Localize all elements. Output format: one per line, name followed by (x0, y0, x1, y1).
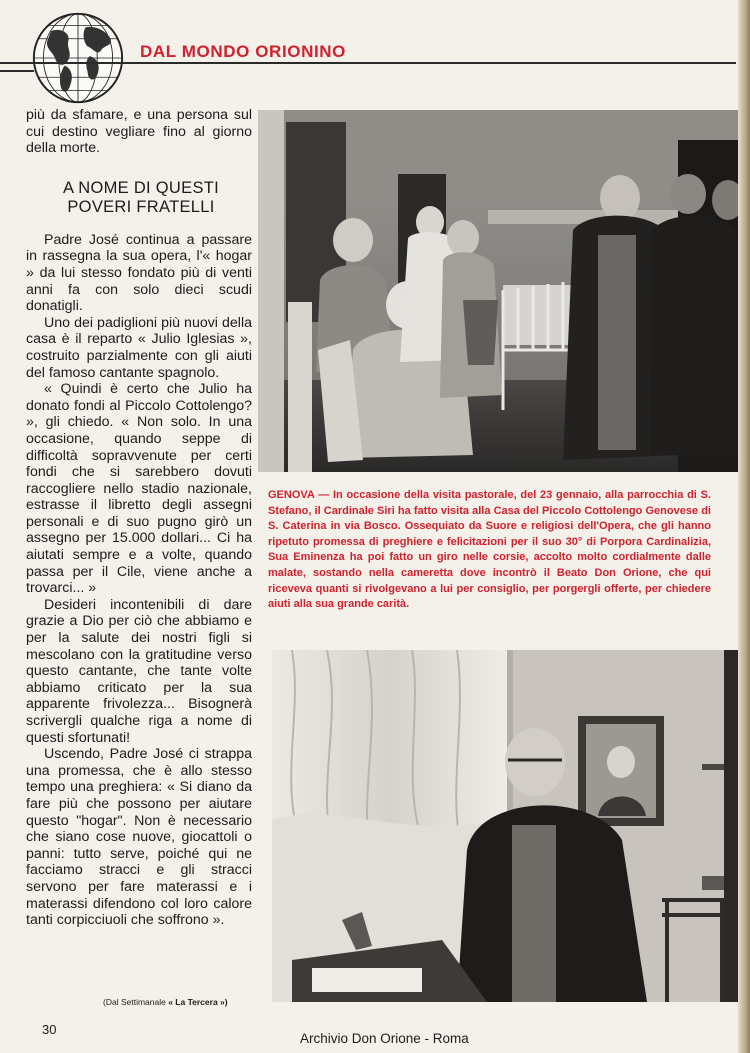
header-rule (0, 62, 736, 64)
source-prefix: (Dal Settimanale (103, 997, 166, 1007)
page-number: 30 (42, 1022, 57, 1037)
globe-icon (30, 10, 126, 106)
article-paragraph: « Quindi è certo che Julio ha donato fondi al Piccolo Cottolengo? », gli chiedo. « Non solo. In una occasione, quando seppe di difficoltà sopravvenute per certi fondi che si sarebbero dovuti raccogliere nello stadio nazionale, estrasse il libretto degli assegni personali e di suo pugno girò un assegno per 15.000 dollari... Ci ha aiutati sempre e a volte, quando passa per il Cile, viene anche a trovarci... » (26, 381, 252, 597)
section-title: DAL MONDO ORIONINO (140, 42, 346, 61)
source-name: « La Tercera ») (168, 997, 228, 1007)
photo-cardinal-at-desk (272, 650, 738, 1002)
article-paragraph: più da sfamare, e una persona sul cui destino vegliare fino al giorno della morte. (26, 107, 252, 157)
source-note (103, 997, 228, 1007)
article-column (26, 107, 252, 929)
article-paragraph: Padre José continua a passare in rassegna la sua opera, l'« hogar » da lui stesso fondato più di venti anni fa con solo dieci scudi donatigli. (26, 231, 252, 315)
photo-cardinal-visiting-ward (258, 110, 738, 472)
subheading-line: A NOME DI QUESTI (62, 178, 220, 197)
article-paragraph: Uscendo, Padre José ci strappa una promessa, che è allo stesso tempo una preghiera: « Si diano da fare più che possono per aiutare questo "hogar". Non è necessario che siano cose nuove, giocattoli o panni: tutto serve, poiché qui ne facciamo stracci e gli stracci servono per fare materassi e i materassi difendono col loro calore tanti corpicciuoli che soffrono ». (26, 746, 252, 929)
article-paragraph: Desideri incontenibili di dare grazie a Dio per ciò che abbiamo e per la salute dei nostri figli si mescolano con la gratitudine verso questo cantante, che tante volte abbiamo criticato per la sua apparente frivolezza... Bisognerà scrivergli qualche riga a nome di questi sfortunati! (26, 596, 252, 746)
scanned-page-edge (738, 0, 750, 1053)
photo-caption: GENOVA — In occasione della visita pastorale, del 23 gennaio, alla parrocchia di S. Stefano, il Cardinale Siri ha fatto visita alla Casa del Piccolo Cottolengo Genovese di S. Caterina in via Bosco. Ossequiato da Suore e religiosi dell'Opera, che gli hanno ripetuto promessa di preghiere e felicitazioni per il suo 30° di Porpora Cardinalizia, Sua Eminenza ha poi fatto un giro nelle corsie, accolto molto cordialmente dalle malate, sostando nella cameretta dove incontrò il Beato Don Orione, che qui riceveva quanti si rivolgevano a lui per consiglio, per porgergli offerte, per chiedere aiuti alla sua grande carità. (268, 489, 711, 611)
article-subheading (30, 179, 252, 217)
article-paragraph: Uno dei padiglioni più nuovi della casa è il reparto « Julio Iglesias », costruito parzialmente con gli aiuti del famoso cantante spagnolo. (26, 314, 252, 381)
subheading-line: POVERI FRATELLI (67, 197, 215, 216)
header-rule-left (0, 70, 34, 72)
archive-label: Archivio Don Orione - Roma (300, 1031, 469, 1046)
